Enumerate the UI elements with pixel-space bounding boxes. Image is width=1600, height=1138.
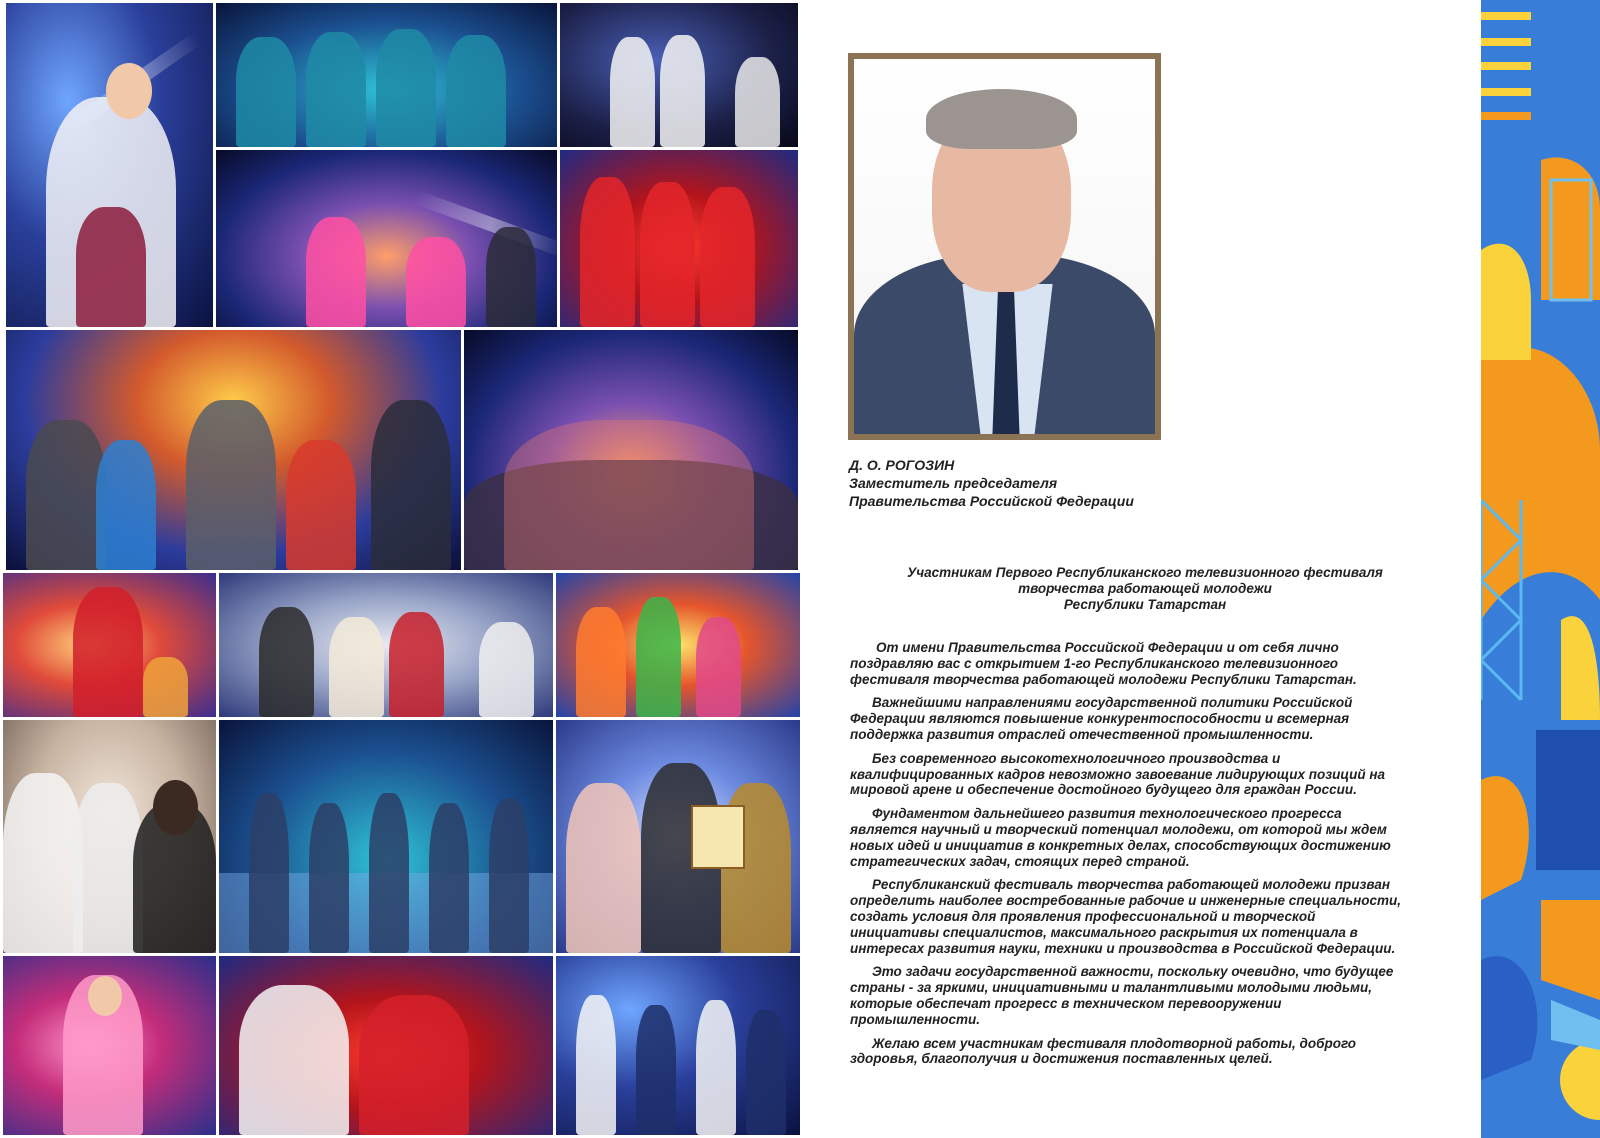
photo-officials-on-stage — [6, 330, 461, 570]
paragraph-line: мировой арене и обеспечение достойного будущего для граждан России. — [850, 782, 1357, 798]
paragraph-line: Желаю всем участникам фестиваля плодотворной работы, доброго — [872, 1035, 1357, 1051]
heading-line1: Участникам Первого Республиканского телевизионного фестиваля — [907, 565, 1383, 580]
photo-winners-celebration — [216, 150, 557, 327]
paragraph-line: фестиваля творчества работающей молодежи Республики Татарстан. — [850, 671, 1357, 687]
portrait-image — [854, 59, 1155, 434]
paragraph-2 — [850, 695, 1450, 742]
caption-title-line1: Заместитель председателя — [849, 475, 1058, 491]
paragraph-5 — [850, 877, 1450, 956]
photo-clowns-performance — [219, 573, 553, 717]
portrait-hair — [926, 89, 1077, 149]
photo-dancer-white-veil — [6, 3, 213, 327]
photo-tatar-costume-dancer — [3, 956, 216, 1135]
paragraph-line: Республиканский фестиваль творчества работающей молодежи призван — [872, 877, 1391, 893]
paragraph-line: Важнейшими направлениями государственной политики Российской — [872, 695, 1353, 711]
paragraph-line: которые обеспечат прогресс в техническом перевооружении — [850, 995, 1282, 1011]
paragraph-line: стратегических задач, стоящих перед страной. — [850, 853, 1190, 869]
paragraph-line: Это задачи государственной важности, поскольку очевидно, что будущее — [872, 964, 1394, 980]
photo-audience-women — [3, 720, 216, 953]
paragraph-line: поддержка развития отраслей отечественной промышленности. — [850, 726, 1314, 742]
paragraph-6 — [850, 964, 1450, 1027]
paragraph-line: страны - за яркими, инициативными и талантливыми молодыми людьми, — [850, 980, 1372, 996]
photo-couple-dance — [219, 956, 553, 1135]
photo-sailor-singers — [560, 3, 798, 147]
paragraph-line: является научный и творческий потенциал молодежи, от которой мы ждем — [850, 821, 1387, 837]
paragraph-line: Федерации являются повышение конкурентоспособности и всемерная — [850, 711, 1350, 727]
paragraph-line: новых идей и инициатив в конкретных делах, способствующих достижению — [850, 837, 1391, 853]
photo-performers-lights — [3, 573, 216, 717]
paragraph-line: инициативы специалистов, максимального раскрытия их потенциала в — [850, 924, 1358, 940]
photo-group-blue-overalls — [216, 3, 557, 147]
photo-crowd-on-stage — [464, 330, 798, 570]
photo-diploma-award — [556, 720, 800, 953]
decorative-strip — [1481, 0, 1600, 1138]
paragraph-7 — [850, 1036, 1450, 1068]
caption-name: Д. О. РОГОЗИН — [849, 457, 955, 473]
caption-title-line2: Правительства Российской Федерации — [849, 493, 1134, 509]
address-heading — [865, 565, 1425, 613]
heading-line3: Республики Татарстан — [1063, 597, 1227, 612]
paragraph-line: интересах развития науки, техники и производства в Российской Федерации. — [850, 940, 1396, 956]
photo-festival-banner-dance — [219, 720, 553, 953]
portrait-caption — [849, 456, 1134, 510]
paragraph-line: здоровья, благополучия и достижения поставленных целей. — [850, 1051, 1273, 1067]
paragraph-1 — [850, 640, 1450, 687]
heading-line2: творчества работающей молодежи — [1018, 581, 1272, 596]
paragraph-line: поздравляю вас с открытием 1-го Республиканского телевизионного — [850, 655, 1339, 671]
portrait-photo — [848, 53, 1161, 440]
photo-dancing-couples — [556, 956, 800, 1135]
paragraph-3 — [850, 751, 1450, 798]
paragraph-line: промышленности. — [850, 1011, 981, 1027]
address-body — [850, 640, 1450, 1075]
paragraph-4 — [850, 806, 1450, 869]
photo-red-costume-dancers — [560, 150, 798, 327]
decorative-strip-graphic — [1481, 0, 1600, 1138]
paragraph-line: Без современного высокотехнологичного производства и — [872, 750, 1281, 766]
photo-folk-costumes — [556, 573, 800, 717]
paragraph-line: определить наиболее востребованные рабочие и инженерные специальности, — [850, 893, 1402, 909]
paragraph-line: Фундаментом дальнейшего развития технологического прогресса — [872, 806, 1342, 822]
paragraph-line: квалифицированных кадров невозможно завоевание лидирующих позиций на — [850, 766, 1386, 782]
paragraph-line: создать условия для проявления профессиональной и творческой — [850, 908, 1316, 924]
paragraph-line: От имени Правительства Российской Федерации и от себя лично — [876, 640, 1339, 655]
